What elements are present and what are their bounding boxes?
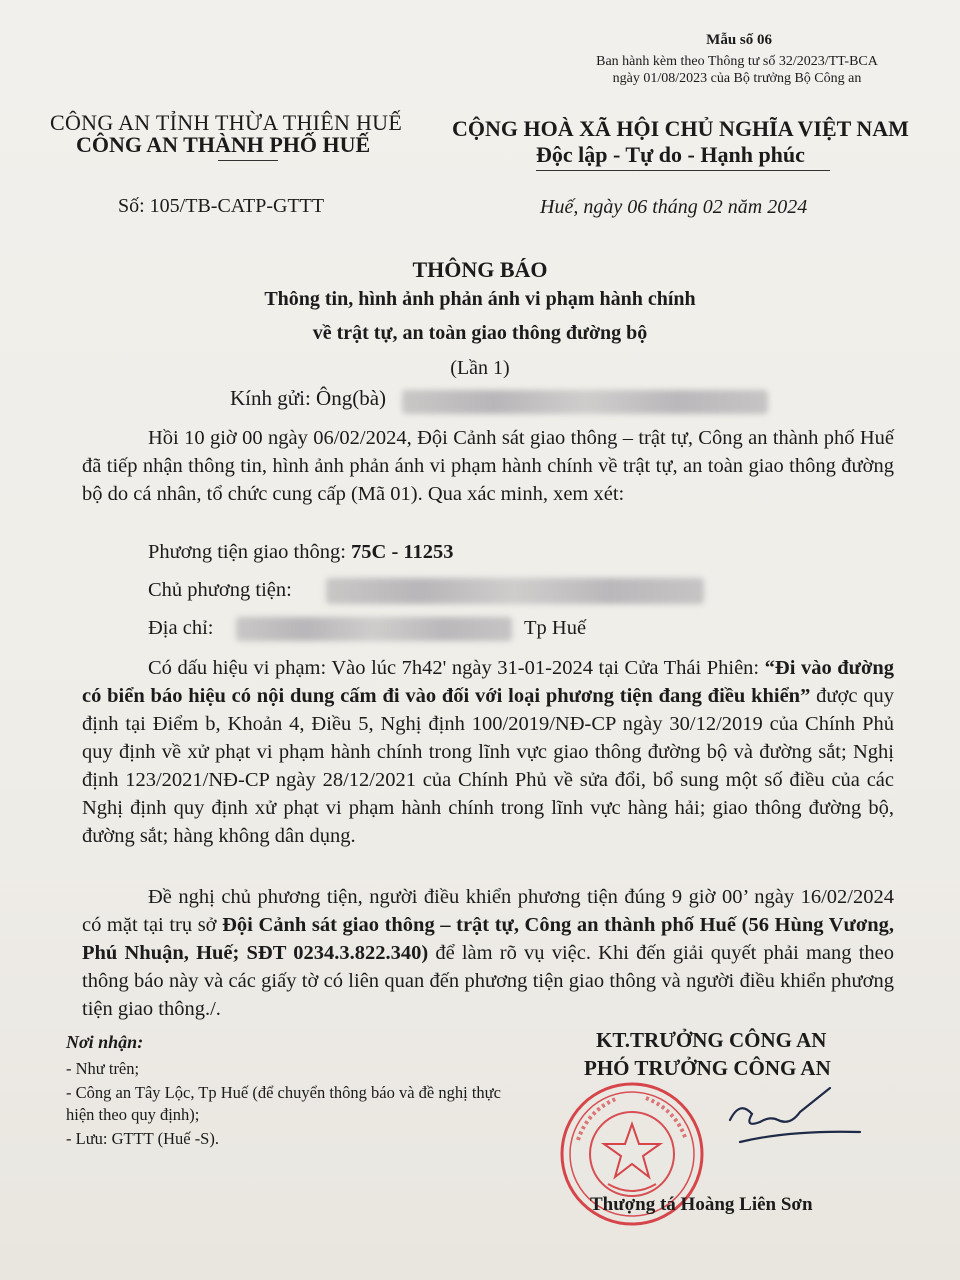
document-subtitle-2: về trật tự, an toàn giao thông đường bộ [312, 322, 648, 344]
recipient-item: - Lưu: GTTT (Huế -S). [66, 1129, 219, 1148]
signature-role-1: KT.TRƯỞNG CÔNG AN [596, 1028, 827, 1052]
request-lead: Đề nghị chủ phương tiện, người điều khiển phương tiện đúng 9 giờ 00’ ngày 16/02/2024 có mặt tại trụ sở [82, 886, 894, 936]
vehicle-field [148, 541, 454, 564]
form-note-line-2: ngày 01/08/2023 của Bộ trưởng Bộ Công an [612, 71, 862, 86]
violation-legal-basis: được quy định tại Điểm b, Khoản 4, Điều 5, Nghị định 100/2019/NĐ-CP ngày 30/12/2019 của Chính Phủ quy định về xử phạt vi phạm hành chính trong lĩnh vực giao thông đường bộ và đường sắt; Nghị định 123/2021/NĐ-CP ngày 28/12/2021 của Chính Phủ về sửa đổi, bổ sung một số điều của các Nghị định quy định xử phạt vi phạm hành chính trong lĩnh vực hàng hải; giao thông đường bộ, đường sắt; hàng không dân dụng. [82, 685, 894, 847]
redacted-owner-name [326, 578, 704, 604]
vehicle-plate: 75C - 11253 [351, 541, 454, 563]
signer-name: Thượng tá Hoàng Liên Sơn [590, 1194, 813, 1215]
document-title: THÔNG BÁO [412, 257, 548, 282]
form-code: Mẫu số 06 [706, 32, 772, 48]
signature-role-2: PHÓ TRƯỞNG CÔNG AN [584, 1056, 831, 1080]
national-motto: Độc lập - Tự do - Hạnh phúc [536, 142, 805, 167]
address-label: Địa chỉ: [148, 617, 214, 639]
form-note [582, 53, 892, 87]
agency-parent: CÔNG AN TỈNH THỪA THIÊN HUẾ [50, 110, 403, 135]
redacted-address [236, 617, 512, 641]
document-number: Số: 105/TB-CATP-GTTT [118, 195, 325, 217]
address-city: Tp Huế [524, 617, 587, 639]
national-title: CỘNG HOÀ XÃ HỘI CHỦ NGHĨA VIỆT NAM [452, 116, 909, 141]
notice-round: (Lần 1) [450, 357, 510, 379]
signature-icon [700, 1080, 900, 1190]
paragraph-violation [82, 654, 894, 850]
agency-underline [218, 160, 278, 161]
redacted-recipient-name [402, 390, 768, 414]
paragraph-intro-text: Hồi 10 giờ 00 ngày 06/02/2024, Đội Cảnh sát giao thông – trật tự, Công an thành phố Huế đã tiếp nhận thông tin, hình ảnh phản ánh vi phạm hành chính về trật tự, an toàn giao thông đường bộ do cá nhân, tổ chức cung cấp (Mã 01). Qua xác minh, xem xét: [82, 427, 894, 505]
motto-underline [536, 170, 830, 171]
request-rest: để làm rõ vụ việc. Khi đến giải quyết phải mang theo thông báo này và các giấy tờ có liên quan đến phương tiện giao thông và người điều khiển phương tiện giao thông./. [82, 942, 894, 1020]
form-note-line-1: Ban hành kèm theo Thông tư số 32/2023/TT-BCA [596, 54, 878, 69]
recipient-item: - Công an Tây Lộc, Tp Huế (để chuyển thông báo và đề nghị thực hiện theo quy định); [66, 1083, 501, 1124]
owner-label: Chủ phương tiện: [148, 579, 292, 601]
salutation: Kính gửi: Ông(bà) [230, 386, 387, 410]
place-date: Huế, ngày 06 tháng 02 năm 2024 [540, 196, 808, 218]
violation-description: “Đi vào đường có biển báo hiệu có nội dung cấm đi vào đối với loại phương tiện đang điều khiển” [82, 657, 894, 707]
recipient-item: - Như trên; [66, 1059, 140, 1078]
paragraph-request [82, 883, 894, 1023]
vehicle-label: Phương tiện giao thông: [148, 541, 352, 563]
request-office: Đội Cảnh sát giao thông – trật tự, Công an thành phố Huế (56 Hùng Vương, Phú Nhuận, Huế; SĐT 0234.3.822.340) [82, 914, 894, 964]
document-subtitle-1: Thông tin, hình ảnh phản ánh vi phạm hành chính [264, 288, 696, 310]
violation-lead: Có dấu hiệu vi phạm: Vào lúc 7h42' ngày 31-01-2024 tại Cửa Thái Phiên: [148, 657, 765, 679]
paragraph-intro [82, 424, 894, 508]
agency-name: CÔNG AN THÀNH PHỐ HUẾ [76, 132, 371, 157]
recipients-title: Nơi nhận: [66, 1032, 144, 1052]
